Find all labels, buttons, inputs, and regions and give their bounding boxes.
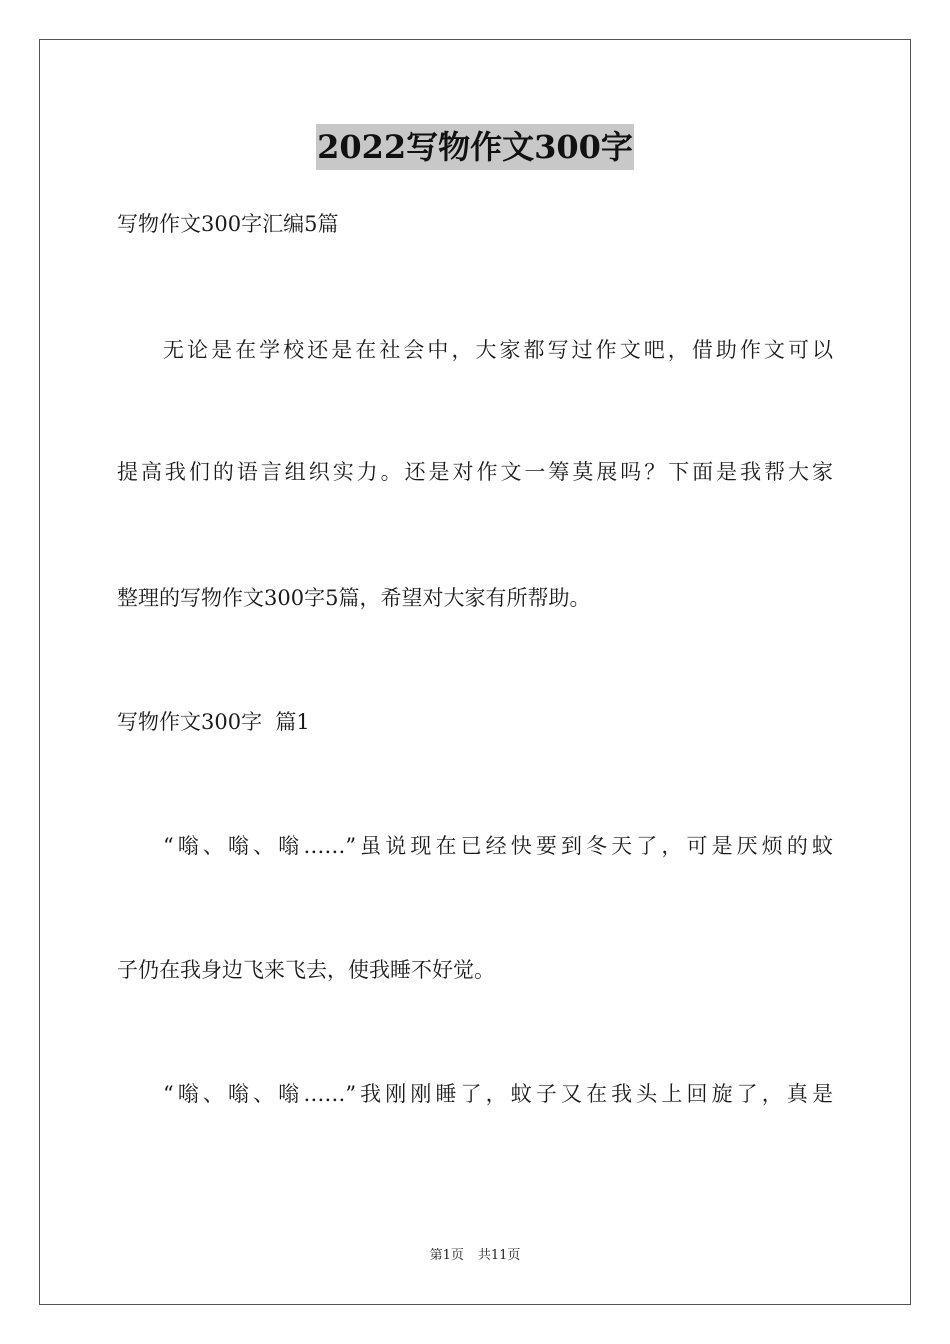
paragraph-line: 提高我们的语言组织实力。还是对作文一筹莫展吗？下面是我帮大家	[117, 460, 833, 484]
paragraph-line: “嗡、嗡、嗡……”我刚刚睡了，蚊子又在我头上回旋了，真是	[163, 1082, 833, 1106]
section-heading: 写物作文300字 篇1	[117, 710, 310, 734]
page-footer	[0, 1247, 950, 1265]
document-subtitle: 写物作文300字汇编5篇	[117, 212, 339, 236]
document-title: 2022写物作文300字	[316, 124, 634, 170]
paragraph-line: 无论是在学校还是在社会中，大家都写过作文吧，借助作文可以	[163, 338, 833, 362]
page-number-current: 第1页	[429, 1248, 464, 1263]
paragraph-line: “嗡、嗡、嗡……”虽说现在已经快要到冬天了，可是厌烦的蚊	[163, 834, 833, 858]
page-number-total: 共11页	[477, 1248, 521, 1263]
paragraph-line: 子仍在我身边飞来飞去，使我睡不好觉。	[117, 958, 495, 982]
title-container	[0, 124, 950, 170]
paragraph-line: 整理的写物作文300字5篇，希望对大家有所帮助。	[117, 586, 591, 610]
